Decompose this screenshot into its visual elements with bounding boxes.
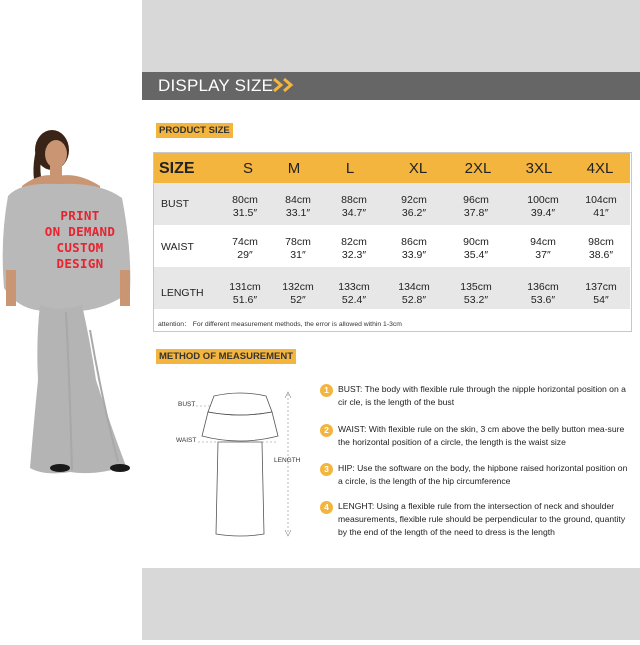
dress-outline-icon [180,384,310,544]
top-band [142,0,640,72]
cell: 78cm 31″ [285,236,311,261]
step-text: HIP: Use the software on the body, the hipbone raised horizontal position on a circle, is the length of the hip circumference [338,463,628,486]
model-photo [0,0,142,640]
cell: 133cm 52.4″ [338,281,370,306]
cell: 131cm 51.6″ [229,281,261,306]
measurement-step-3 [320,462,630,488]
overlay-line: CUSTOM [56,240,104,255]
dress-diagram [180,384,310,549]
method-of-measurement-label: METHOD OF MEASUREMENT [156,349,296,364]
bottom-band [142,568,640,640]
row-label-length: LENGTH [161,287,204,299]
cell: 135cm 53.2″ [460,281,492,306]
measurement-step-1 [320,383,630,409]
cell: 94cm 37″ [530,236,556,261]
cell: 84cm 33.1″ [285,194,311,219]
cell: 137cm 54″ [585,281,617,306]
row-label-bust: BUST [161,198,190,210]
measurement-step-4 [320,500,630,539]
double-chevron-right-icon [272,76,298,99]
step-number-badge: 1 [320,384,333,397]
size-column-header: SIZE [159,160,195,177]
overlay-line: PRINT [60,208,100,223]
overlay-line: ON DEMAND [44,224,116,239]
step-number-badge: 2 [320,424,333,437]
size-header-xl: XL [408,160,428,177]
measurement-step-2 [320,423,630,449]
cell: 136cm 53.6″ [527,281,559,306]
step-text: LENGHT: Using a flexible rule from the intersection of neck and shoulder measurements, flexible rule should be perpendicular to the ground, quantity by the end of the length of the need to dress is the length [338,501,626,537]
attention-note: attention： For different measurement methods, the error is allowed within 1-3cm [158,321,402,328]
cell: 100cm 39.4″ [527,194,559,219]
row-label-waist: WAIST [161,241,194,253]
diagram-label-length: LENGTH [274,457,301,464]
cell: 86cm 33.9″ [401,236,427,261]
step-text: WAIST: With flexible rule on the skin, 3 cm above the belly button mea-sure the horizontal position of a circle, the length is the waist size [338,424,625,447]
size-header-4xl: 4XL [586,160,614,177]
cell: 104cm 41″ [585,194,617,219]
size-header-2xl: 2XL [464,160,492,177]
product-size-label: PRODUCT SIZE [156,123,233,138]
step-number-badge: 3 [320,463,333,476]
cell: 80cm 31.5″ [232,194,258,219]
cell: 92cm 36.2″ [401,194,427,219]
diagram-label-bust: BUST [178,401,196,408]
cell: 82cm 32.3″ [341,236,367,261]
size-header-l: L [345,160,355,177]
step-number-badge: 4 [320,501,333,514]
cell: 88cm 34.7″ [341,194,367,219]
size-header-3xl: 3XL [525,160,553,177]
cell: 132cm 52″ [282,281,314,306]
size-header-m: M [287,160,301,177]
cell: 134cm 52.8″ [398,281,430,306]
size-header-s: S [242,160,253,177]
overlay-line: DESIGN [56,256,104,271]
cell: 96cm 37.8″ [463,194,489,219]
step-text: BUST: The body with flexible rule through the nipple horizontal position on a cir cle, is the length of the bust [338,384,626,407]
cell: 90cm 35.4″ [463,236,489,261]
cell: 98cm 38.6″ [588,236,614,261]
diagram-label-waist: WAIST [176,437,197,444]
display-size-title: DISPLAY SIZE [158,76,274,95]
print-on-demand-overlay [30,208,130,272]
model-illustration [0,0,142,640]
cell: 74cm 29″ [232,236,258,261]
